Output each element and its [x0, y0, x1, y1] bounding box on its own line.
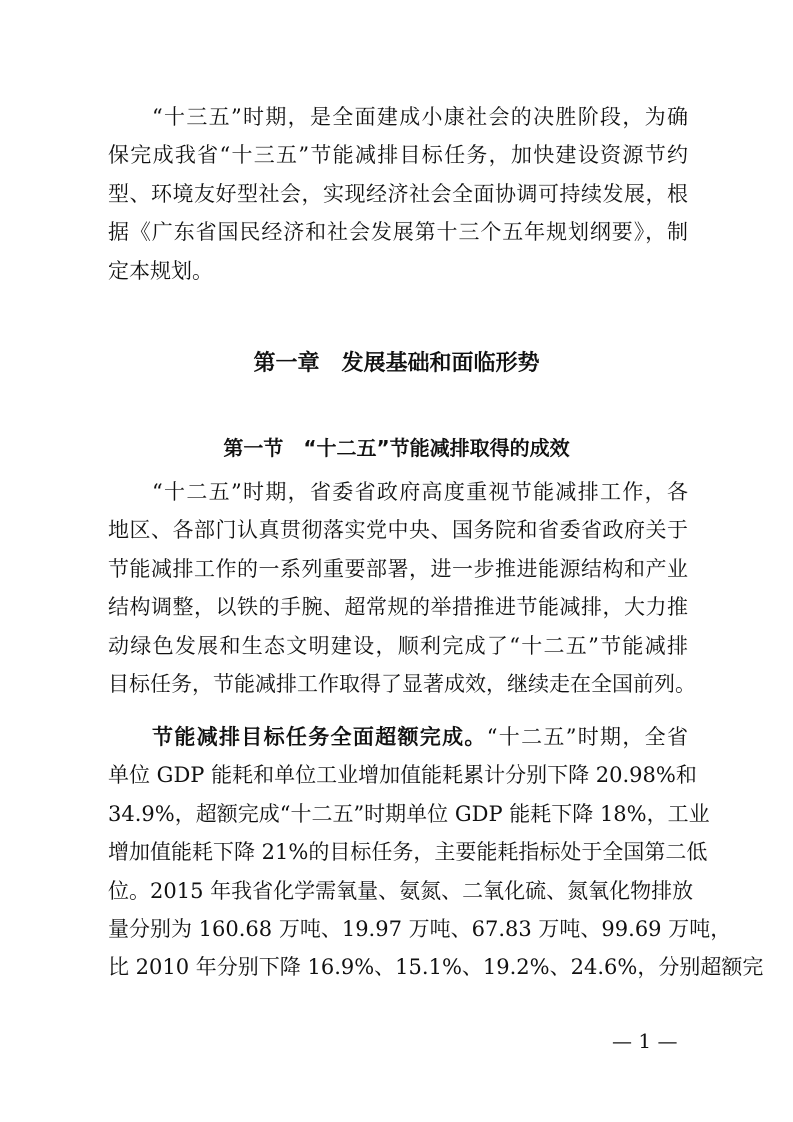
text-line: “十二五”时期，省委省政府高度重视节能减排工作，各	[152, 480, 688, 504]
text-line: 34.9%，超额完成“十二五”时期单位 GDP 能耗下降 18%，工业	[108, 801, 710, 826]
text-line: 比 2010 年分别下降 16.9%、15.1%、19.2%、24.6%，分别超额完	[108, 955, 764, 980]
text-line: “十三五”时期，是全面建成小康社会的决胜阶段，为确	[152, 105, 688, 129]
text-line: 据《广东省国民经济和社会发展第十三个五年规划纲要》，制	[108, 220, 688, 245]
text-line: 保完成我省“十三五”节能减排目标任务，加快建设资源节约	[108, 143, 688, 168]
text-line	[108, 718, 688, 756]
text-line: 单位 GDP 能耗和单位工业增加值能耗累计分别下降 20.98%和	[108, 763, 697, 788]
chapter-heading: 第一章 发展基础和面临形势	[253, 351, 540, 376]
text-line: 目标任务，节能减排工作取得了显著成效，继续走在全国前列。	[108, 671, 696, 696]
section-heading: 第一节 “十二五”节能减排取得的成效	[223, 436, 570, 460]
text-line: 动绿色发展和生态文明建设，顺利完成了“十二五”节能减排	[108, 633, 688, 658]
page-number: — 1 —	[612, 1029, 678, 1053]
text-line: 位。2015 年我省化学需氧量、氨氮、二氧化硫、氮氧化物排放	[108, 878, 694, 903]
text-line: 量分别为 160.68 万吨、19.97 万吨、67.83 万吨、99.69 万吨，	[108, 916, 732, 941]
text-line: 节能减排工作的一系列重要部署，进一步推进能源结构和产业	[108, 556, 688, 581]
body-paragraph-1	[108, 473, 696, 703]
paragraph-lead-text: 节能减排目标任务全面超额完成。	[152, 725, 487, 749]
text-line: 增加值能耗下降 21%的目标任务，主要能耗指标处于全国第二低	[108, 840, 708, 865]
lead-line-rest: “十二五”时期，全省	[486, 725, 688, 749]
body-paragraph-2	[108, 718, 764, 987]
text-line: 结构调整，以铁的手腕、超常规的举措推进节能减排，大力推	[108, 595, 688, 620]
text-line: 地区、各部门认真贯彻落实党中央、国务院和省委省政府关于	[108, 518, 688, 543]
text-line: 定本规划。	[108, 258, 213, 283]
intro-paragraph	[108, 98, 688, 290]
text-line: 型、环境友好型社会，实现经济社会全面协调可持续发展，根	[108, 181, 688, 206]
